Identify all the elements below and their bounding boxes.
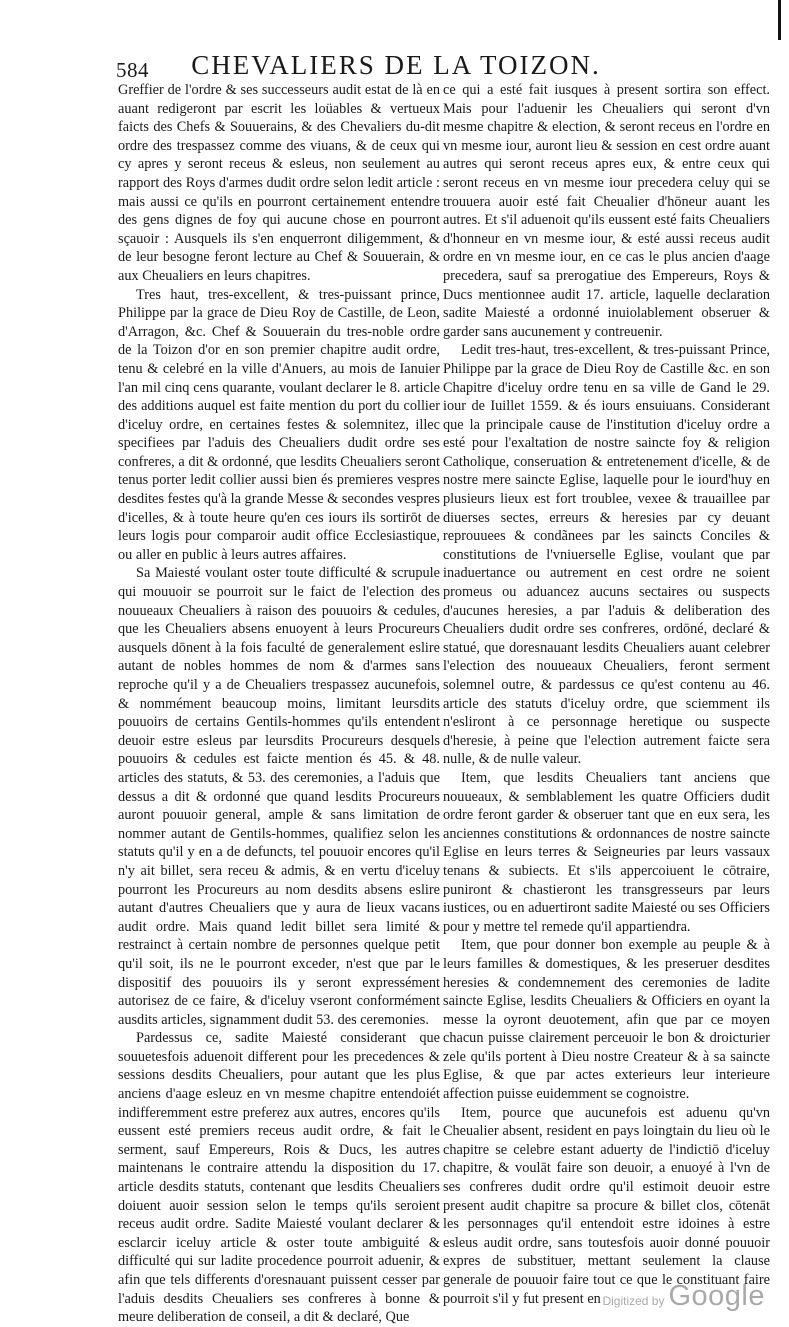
paragraph: Item, que lesdits Cheualiers tant anciens que nouueaux, & semblablement les quatre Officiers dudit ordre feront garder & obseruer tant que en eux sera, les anciennes constitutions & ordonnances de nostre saincte Eglise en leurs terres & Seigneuries par leurs vassaux tenans & subiects. Et s'ils appercoiuent le cōtraire, puniront & chastieront les transgresseurs par leurs iustices, ou en aduertiront sadite Maiesté ou ses Officiers pour y mettre tel remede qu'il appartiendra. (443, 769, 770, 935)
page-edge-mark (778, 0, 781, 40)
watermark-prefix: Digitized by (602, 1294, 665, 1308)
digitized-by-google-watermark (602, 1280, 765, 1313)
paragraph: Greffier de l'ordre & ses successeurs audit estat de là en auant redigeront par escrit les loüables & vertueux faicts des Chefs & Souuerains, & des Chevaliers du-dit ordre des trespassez comme des viuans, & de ceux qui cy apres y seront receus & esleus, non seulement au rapport des Roys d'armes dudit ordre selon ledit article : mais aussi ce qu'ils en pourront certainement entendre des gens dignes de foy qui aucune chose en pourront sçauoir : Ausquels ils s'en enquerront diligemment, & de leur besogne feront lecture au Chef & Souuerain, & aux Cheualiers en leurs chapitres. (118, 82, 440, 284)
paragraph: Item, pource que aucunefois est aduenu qu'vn Cheualier absent, resident en pays loingtain du lieu où le chapitre se celebre estant aduerty de l'indictiō d'iceluy chapitre, & voulāt faire son deuoir, a enuoyé à l'vn de ses confreres dudit ordre qu'il estimoit deuoir estre present audit chapitre sa procure & billet clos, cōtenāt les personnages qu'il entendoit estre idoines à estre esleus audit ordre, sans toutesfois auoir donné pouuoir expres de substituer, mettant seulement la clause generale de pouuoir faire tout ce que le constituant faire pourroit s'il y fut present en (443, 1104, 770, 1307)
right-column (443, 81, 770, 1308)
google-logo: Google (668, 1280, 765, 1312)
page-number: 584 (116, 58, 149, 82)
paragraph: Pardessus ce, sadite Maiesté considerant que souuetesfois aduenoit different pour les precedences & sessions desdits Cheualiers, pour autant que les plus anciens d'aage esleuz en vn mesme chapitre entendoiét indifferemment estre preferez aux autres, encores qu'ils eussent esté premiers receus audit ordre, & fait le serment, sauf Empereurs, Rois & Ducs, les autres maintenans le contraire attendu la disposition du 17. article desdits statuts, contenant que lesdits Cheualiers doiuent auoir session selon le temps qu'ils seroient receus audit ordre. Sadite Maiesté voulant declarer & esclarcir iceluy article & oster toute ambiguité & difficulté qui sur ladite procedence pourroit aduenir, & afin que tels differents d'oresnauant puissent cesser par l'aduis desdits Cheualiers ses confreres à bonne & meure deliberation de conseil, a dit & declaré, Que (118, 1030, 440, 1326)
paragraph: Tres haut, tres-excellent, & tres-puissant prince, Philippe par la grace de Dieu Roy de Castille, de Leon, d'Arragon, &c. Chef & Souuerain du tres-noble ordre de la Toizon d'or en son premier chapitre audit ordre, tenu & celebré en la ville d'Anuers, au mois de Ianuier l'an mil cinq cens quarante, voulant declarer le 8. article des additions auquel est faite mention du port du collier d'iceluy ordre, en certaines festes & solemnitez, illec specifiees par l'aduis des Cheualiers dudit ordre ses confreres, a dit & ordonné, que lesdits Cheualiers seront tenus porter ledit collier aussi bien és premieres vespres desdites festes qu'à la grande Messe & secondes vespres d'icelles, & à toute heure qu'en ces iours ils sortirōt de leurs logis pour comparoir audit office Ecclesiastique, ou aller en public à leurs autres affaires. (118, 286, 440, 563)
paragraph: Sa Maiesté voulant oster toute difficulté & scrupule qui mouuoir se pourroit sur le faict de l'election des nouueaux Cheualiers à raison des pouuoirs & cedules, que les Cheualiers absens enuoyent à leurs Procureurs ausquels dōnent à la fois faculté de generalement eslire autant de nobles hommes de nom & d'armes sans reproche qu'il y a de Cheualiers trespassez aucunefois, & nommément beaucoup moins, limitant leursdits pouuoirs de certains Gentils-hommes qu'ils entendent deuoir estre esleus par leursdits Procureurs desquels pouuoirs & cedules est faicte mention és 45. & 48. articles des statuts, & 53. des ceremonies, a l'aduis que dessus a dit & ordonné que quand lesdits Procureurs auront pouuoir general, ample & sans limitation de nommer autant de Gentils-hommes, qualifiez selon les statuts qu'il y en a de defuncts, tel pouuoir encores qu'il n'y ait billet, sera receu & admis, & en vertu d'iceluy pourront les Procureurs au nom desdits absens eslire autant d'autres Cheualiers que y aura de lieux vacans audit ordre. Mais quand ledit billet sera limité & restrainct à certain nombre de personnes quelque petit qu'il soit, ils ne le pourront exceder, n'est que par le dispositif des pouuoirs ils y seront expressément autorisez de ce faire, & d'iceluy vseront conformément ausdits articles, signamment dudit 53. des ceremonies. (118, 565, 440, 1028)
left-column (118, 81, 440, 1327)
running-title: CHEVALIERS DE LA TOIZON. (191, 50, 601, 80)
paragraph: Ledit tres-haut, tres-excellent, & tres-puissant Prince, Philippe par la grace de Dieu Roy de Castille &c. en son Chapitre d'iceluy ordre tenu en sa ville de Gand le 29. iour de Iuillet 1559. & és iours ensuiuans. Considerant que la principale cause de l'institution d'iceluy ordre a esté pour l'exaltation de nostre saincte foy & religion Catholique, conseruation & entretenement d'icelle, & de nostre mere saincte Eglise, laquelle pour le iourd'huy en plusieurs lieux est fort troublee, vexee & trauaillee par diuerses sectes, erreurs & heresies par cy deuant reprouuees & condãnees par les saincts Conciles & constitutions de l'vniuerselle Eglise, voulant que par inaduertance ou autrement en cest ordre ne soient promeus ou aduancez aucuns sectaires ou suspects d'aucunes heresies, a par l'aduis & deliberation des Cheualiers dudit ordre ses confreres, ordōné, declaré & statué, que doresnauant lesdits Cheualiers auant celebrer l'election des nouueaux Cheualiers, feront serment solemnel outre, & pardessus ce qu'est contenu au 46. article des statuts d'iceluy ordre, que sciemment ils n'esliront à ce personnage heretique ou suspecte d'heresie, à peine que l'election autrement faicte sera nulle, & de nulle valeur. (443, 342, 770, 768)
paragraph: Item, que pour donner bon exemple au peuple & à leurs familles & domestiques, & les preseruer desdites heresies & condemnement des ceremonies de ladite saincte Eglise, lesdits Cheualiers & Officiers en oyant la messe la oyront deuotement, afin que par ce moyen chacun puisse clairement perceuoir le bon & droicturier zele qu'ils portent à Dieu nostre Createur & à sa saincte Eglise, & que par actes exterieurs leur interieure affection puisse euidemment se cognoistre. (443, 937, 770, 1103)
paragraph: ce qui a esté fait iusques à present sortira son effect. Mais pour l'aduenir les Cheualiers qui seront d'vn mesme chapitre & election, & seront receus en l'ordre en vn mesme iour, auront lieu & session en cest ordre auant autres qui seront receus apres eux, & entre ceux qui seront receus en vn mesme iour precedera celuy qui se trouuera auoir esté fait Cheualier d'hōneur auant les autres. Et s'il aduenoit qu'ils eussent esté faits Cheualiers d'honneur en vn mesme iour, & esté aussi receus audit ordre en vn mesme iour, en ce cas le plus ancien d'aage precedera, sauf sa prerogatiue des Empereurs, Roys & Ducs mentionnee audit 17. article, laquelle declaration sadite Maiesté a ordonné inuiolablement obseruer & garder sans aucunement y contreuenir. (443, 82, 770, 340)
